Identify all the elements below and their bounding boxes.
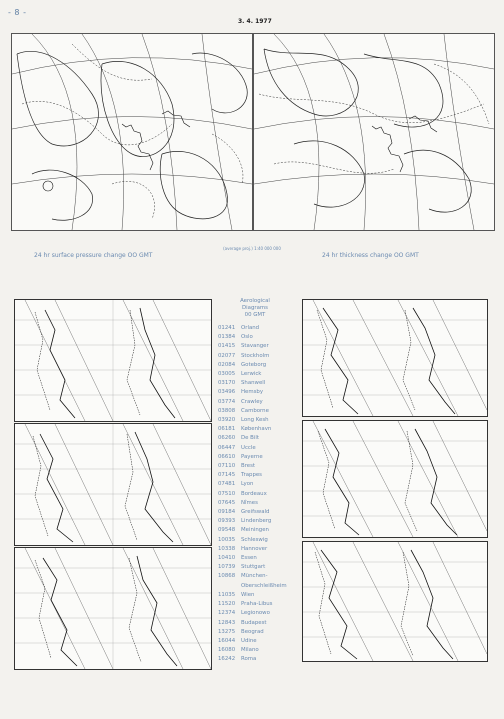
- station-name: Oslo: [241, 334, 253, 341]
- station-entry: [218, 591, 308, 600]
- station-name: Stavanger: [241, 343, 269, 350]
- station-entry: [218, 425, 308, 434]
- station-code: 06610: [218, 453, 236, 460]
- station-name: München-: [241, 573, 268, 580]
- station-entry: [218, 342, 308, 351]
- station-code: 07110: [218, 463, 236, 470]
- station-code: 06447: [218, 444, 236, 451]
- station-name: Lindenberg: [241, 518, 272, 525]
- station-code: 01241: [218, 325, 236, 331]
- station-name: Camborne: [241, 407, 269, 414]
- station-code: 03496: [218, 389, 236, 396]
- map-scale: (average proj.) 1:40 000 000: [223, 246, 281, 251]
- station-name: Long Kesh: [241, 417, 269, 424]
- station-name: Beograd: [241, 628, 264, 635]
- station-entry: [218, 508, 308, 517]
- station-name: De Bilt: [241, 435, 259, 442]
- station-entry: [218, 619, 308, 628]
- station-name: Goteborg: [241, 361, 267, 368]
- station-entry: [218, 517, 308, 526]
- station-name: Hemsby: [241, 389, 264, 396]
- station-legend: [218, 298, 308, 665]
- station-code: 06181: [218, 426, 236, 433]
- station-code: 07645: [218, 499, 236, 506]
- station-code: 13275: [218, 628, 236, 635]
- station-name: Uccle: [241, 444, 256, 451]
- station-entry: [218, 434, 308, 443]
- station-code: 02077: [218, 352, 236, 359]
- station-code: 03005: [218, 371, 236, 378]
- station-entry: [218, 554, 308, 563]
- station-name: Stockholm: [241, 352, 270, 359]
- station-name: Greifswald: [241, 509, 270, 516]
- aerological-diagram-left-middle: [14, 423, 212, 546]
- station-code: 07145: [218, 472, 236, 479]
- station-name: Nîmes: [241, 499, 258, 506]
- station-code: 11035: [218, 591, 236, 598]
- station-entry: [218, 526, 308, 535]
- station-code: 01415: [218, 343, 236, 350]
- station-entry: [218, 388, 308, 397]
- station-code: 01384: [218, 334, 236, 341]
- station-name: Praha-Libus: [241, 601, 273, 608]
- station-entry: [218, 563, 308, 572]
- station-entry: [218, 646, 308, 655]
- station-entry: [218, 444, 308, 453]
- station-code: 10035: [218, 536, 236, 543]
- station-name: Essen: [241, 555, 257, 562]
- station-name: Milano: [241, 647, 259, 654]
- station-code: 12843: [218, 619, 236, 626]
- station-name: Legionowo: [241, 610, 270, 617]
- station-code: 16242: [218, 656, 236, 663]
- station-code: 03920: [218, 417, 236, 424]
- legend-title-line: Aerological: [240, 298, 270, 304]
- station-entry: [218, 352, 308, 361]
- aerological-diagram-left-bottom: [14, 547, 212, 670]
- station-entry: [218, 480, 308, 489]
- station-code: 09184: [218, 509, 236, 516]
- station-name: Wien: [241, 591, 255, 598]
- station-code: 03774: [218, 398, 236, 405]
- station-code: 16044: [218, 637, 236, 644]
- aerological-diagram-left-top: [14, 299, 212, 422]
- station-entry: [218, 637, 308, 646]
- station-code: 12374: [218, 610, 236, 617]
- station-code: 06260: [218, 435, 236, 442]
- station-entry: [218, 324, 308, 333]
- aerological-diagram-right-bottom: [302, 541, 488, 662]
- station-code: 10410: [218, 555, 236, 562]
- station-code: 10338: [218, 545, 236, 552]
- station-name: Lyon: [241, 481, 254, 488]
- station-name: København: [241, 426, 272, 433]
- station-name: Schleswig: [241, 536, 268, 543]
- page-date: 3. 4. 1977: [238, 18, 272, 25]
- station-code: 11520: [218, 601, 236, 608]
- station-code: 09548: [218, 527, 236, 534]
- thickness-caption: 24 hr thickness change OO GMT: [322, 252, 419, 259]
- station-entry: [218, 416, 308, 425]
- station-entry: [218, 536, 308, 545]
- station-name: Crawley: [241, 398, 263, 405]
- surface-pressure-change-map: [11, 33, 253, 231]
- aerological-diagram-right-top: [302, 299, 488, 417]
- station-entry: [218, 407, 308, 416]
- station-entry: [218, 600, 308, 609]
- station-entry: [218, 471, 308, 480]
- station-name: Payerne: [241, 453, 263, 460]
- station-code: 03808: [218, 407, 236, 414]
- station-entry: [218, 572, 308, 581]
- station-entry: [218, 582, 308, 591]
- station-entry: [218, 370, 308, 379]
- station-code: 16080: [218, 647, 236, 654]
- aerological-diagram-right-middle: [302, 420, 488, 538]
- station-code: 10739: [218, 564, 236, 571]
- station-entry: [218, 462, 308, 471]
- legend-title-line: Diagrams: [242, 305, 268, 311]
- station-name: Orland: [241, 325, 260, 331]
- station-name: Stuttgart: [241, 564, 266, 571]
- page-number: - 8 -: [8, 8, 27, 17]
- station-entry: [218, 333, 308, 342]
- station-name: Trappes: [241, 472, 262, 479]
- station-name: Lerwick: [241, 371, 262, 378]
- station-entry: [218, 545, 308, 554]
- station-code: 03170: [218, 380, 236, 387]
- station-code: 07510: [218, 490, 236, 497]
- legend-title-line: 00 GMT: [244, 312, 266, 318]
- station-name: Shanwell: [241, 380, 266, 387]
- station-code: 09393: [218, 518, 236, 525]
- station-name: Meiningen: [241, 527, 269, 534]
- station-entry: [218, 398, 308, 407]
- station-entry: [218, 628, 308, 637]
- station-name: Oberschleißheim: [241, 582, 287, 589]
- station-code: 10868: [218, 573, 236, 580]
- station-entry: [218, 655, 308, 664]
- station-name: Roma: [241, 656, 257, 663]
- station-entry: [218, 379, 308, 388]
- station-code: 02084: [218, 361, 236, 368]
- station-name: Udine: [241, 637, 257, 644]
- station-entry: [218, 490, 308, 499]
- station-entry: [218, 453, 308, 462]
- station-name: Bordeaux: [241, 490, 267, 497]
- station-name: Brest: [241, 463, 256, 470]
- thickness-change-map: [253, 33, 495, 231]
- station-code: 07481: [218, 481, 236, 488]
- station-name: Budapest: [241, 619, 267, 626]
- surface-pressure-caption: 24 hr surface pressure change OO GMT: [34, 252, 153, 259]
- station-entry: [218, 609, 308, 618]
- station-entry: [218, 361, 308, 370]
- station-name: Hannover: [241, 545, 268, 552]
- station-entry: [218, 499, 308, 508]
